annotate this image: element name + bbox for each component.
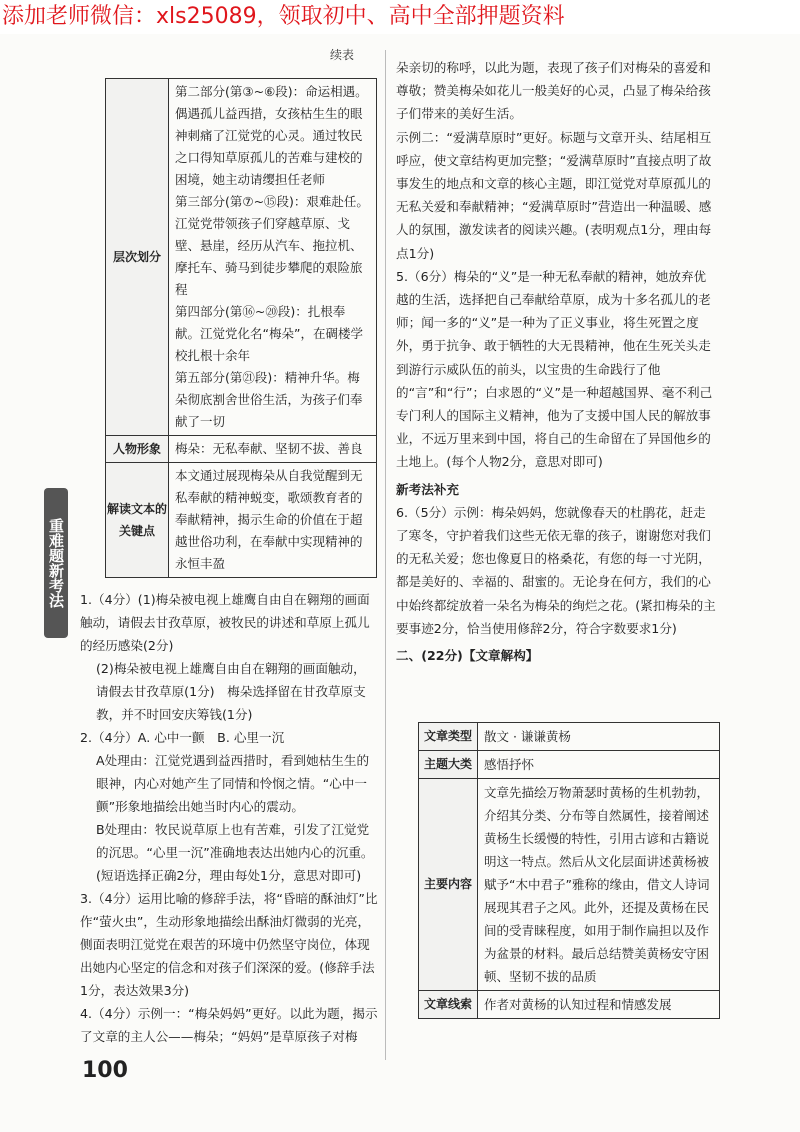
answer-2: 2.（4分）A. 心中一颤 B. 心里一沉 (80, 730, 285, 745)
answer-4-example2: 示例二：“爱满草原时”更好。标题与文章开头、结尾相互呼应，使文章结构更加完整；“爱满草原时”直接点明了故事发生的地点和文章的核心主题，即江觉党对草原孤儿的无私关爱和奉献精神；“爱满草原时”营造出一种温暖、感人的氛围，激发读者的阅读兴趣。(表明观点1分，理由每点1分) (396, 129, 712, 261)
section-part: 第二部分(第③~⑥段)：命运相遇。偶遇孤儿益西措，女孩枯生生的眼神刺痛了江觉党的心灵。通过牧民之口得知草原孤儿的苦难与建校的困境，她主动请缨担任老师 (175, 84, 368, 187)
row-content: 作者对黄杨的认知过程和情感发展 (478, 991, 720, 1019)
table-row (419, 723, 720, 751)
section-part: 第五部分(第㉑段)：精神升华。梅朵彻底割舍世俗生活，为孩子们奉献了一切 (175, 370, 363, 429)
new-method-title: 新考法补充 (396, 481, 459, 497)
section-part: 第三部分(第⑦~⑮段)：艰难赴任。江觉党带领孩子们穿越草原、戈壁、悬崖，经历从汽车、拖拉机、摩托车、骑马到徒步攀爬的艰险旅程 (175, 194, 369, 297)
section-part: 第四部分(第⑯~⑳段)：扎根奉献。江觉党化名“梅朵”，在碉楼学校扎根十余年 (175, 304, 363, 363)
page-number: 100 (82, 1058, 128, 1083)
row-head: 解读文本的关键点 (106, 463, 169, 578)
structure-table (105, 78, 377, 578)
promo-banner: 添加老师微信：xls25089，领取初中、高中全部押题资料 (0, 0, 800, 34)
row-content: 文章先描绘万物萧瑟时黄杨的生机勃勃，介绍其分类、分布等自然属性，接着阐述黄杨生长缓慢的特性，引用古谚和古籍说明这一特点。然后从文化层面讲述黄杨被赋予“木中君子”雅称的缘由，借文人诗词展现其君子之风。此外，还提及黄杨在民间的受青睐程度，如用于制作扁担以及作为盆景的材料。最后总结赞美黄杨安守困顿、坚韧不拔的品质 (478, 779, 720, 991)
row-head: 文章类型 (419, 723, 478, 751)
row-content: 感悟抒怀 (478, 751, 720, 779)
left-answers (80, 588, 378, 1048)
continued-table-label: 续表 (330, 48, 355, 62)
section-2-title: 二、(22分)【文章解构】 (396, 648, 539, 664)
table-row (419, 991, 720, 1019)
right-answers (396, 56, 716, 667)
table-row (419, 751, 720, 779)
table-row (419, 779, 720, 991)
row-head: 层次划分 (106, 79, 169, 436)
row-head: 文章线索 (419, 991, 478, 1019)
row-content (169, 79, 377, 436)
side-tab: 重难题新考法 (44, 488, 68, 638)
row-head: 人物形象 (106, 436, 169, 463)
table-row (106, 436, 377, 463)
answer-3: 3.（4分）运用比喻的修辞手法，将“昏暗的酥油灯”比作“萤火虫”，生动形象地描绘出酥油灯微弱的光亮，侧面表明江觉党在艰苦的环境中仍然坚守岗位，体现出她内心坚定的信念和对孩子们深深的爱。(修辞手法1分，表达效果3分) (80, 891, 378, 998)
answer-2-a: A处理由：江觉党遇到益西措时，看到她枯生生的眼神，内心对她产生了同情和怜悯之情。“心中一颤”形象地描绘出她当时内心的震动。 (96, 753, 370, 814)
table-row (106, 79, 377, 436)
row-content: 本文通过展现梅朵从自我觉醒到无私奉献的精神蜕变，歌颂教育者的奉献精神，揭示生命的价值在于超越世俗功利，在奉献中实现精神的永恒丰盈 (169, 463, 377, 578)
article-structure-table (418, 722, 720, 1019)
row-head: 主要内容 (419, 779, 478, 991)
row-head: 主题大类 (419, 751, 478, 779)
answer-5: 5.（6分）梅朵的“义”是一种无私奉献的精神，她放弃优越的生活，选择把自己奉献给草原，成为十多名孤儿的老师；闻一多的“义”是一种为了正义事业，将生死置之度外，勇于抗争、敢于牺牲的大无畏精神，他在生死关头走到游行示威队伍的前头，以宝贵的生命践行了他的“言”和“行”；白求恩的“义”是一种超越国界、毫不利己专门利人的国际主义精神，他为了支援中国人民的解放事业，不远万里来到中国，将自己的生命留在了异国他乡的土地上。(每个人物2分，意思对即可) (396, 268, 713, 470)
row-content: 散文 · 谦谦黄杨 (478, 723, 720, 751)
answer-2-b: B处理由：牧民说草原上也有苦难，引发了江觉党的沉思。“心里一沉”准确地表达出她内心的沉重。(短语选择正确2分，理由每处1分，意思对即可) (96, 822, 374, 883)
column-divider (385, 50, 386, 1060)
row-content: 梅朵：无私奉献、坚韧不拔、善良 (169, 436, 377, 463)
answer-4-cont: 朵亲切的称呼，以此为题，表现了孩子们对梅朵的喜爱和尊敬；赞美梅朵如花儿一般美好的心灵，凸显了梅朵给孩子们带来的美好生活。 (396, 60, 711, 122)
table-row (106, 463, 377, 578)
answer-1: 1.（4分）(1)梅朵被电视上雄鹰自由自在翱翔的画面触动，请假去甘孜草原，被牧民的讲述和草原上孤儿的经历感染(2分) (80, 592, 370, 653)
answer-4: 4.（4分）示例一：“梅朵妈妈”更好。以此为题，揭示了文章的主人公——梅朵；“妈妈”是草原孩子对梅 (80, 1006, 378, 1044)
answer-6: 6.（5分）示例：梅朵妈妈，您就像春天的杜鹃花，赶走了寒冬，守护着我们这些无依无靠的孩子，谢谢您对我们的无私关爱；您也像夏日的格桑花，有您的每一寸光阴，都是美好的、幸福的、甜蜜的。无论身在何方，我们的心中始终都绽放着一朵名为梅朵的绚烂之花。(紧扣梅朵的主要事迹2分，恰当使用修辞2分，符合字数要求1分) (396, 504, 716, 636)
answer-1-part2: (2)梅朵被电视上雄鹰自由自在翱翔的画面触动，请假去甘孜草原(1分) 梅朵选择留在甘孜草原支教，并不时回安庆筹钱(1分) (96, 661, 366, 722)
